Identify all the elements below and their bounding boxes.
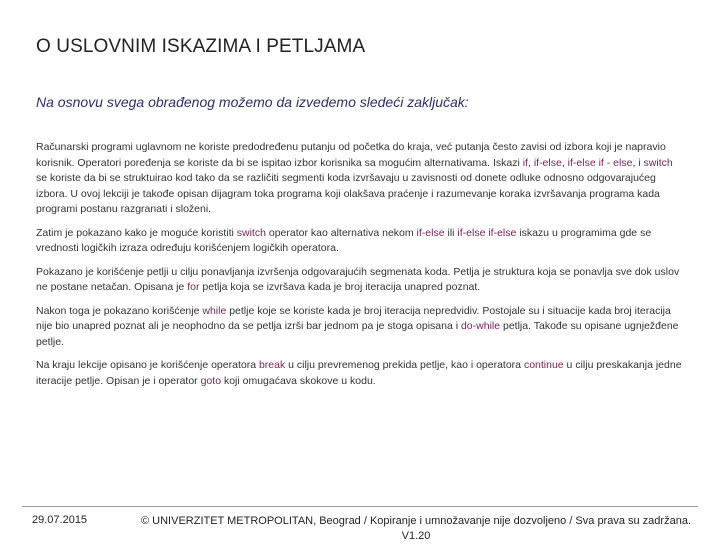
keyword: if-else if - else [567, 156, 633, 169]
paragraph-text: Na kraju lekcije opisano je korišćenje operatora [36, 359, 259, 371]
paragraph-text: Zatim je pokazano kako je moguće koristiti [36, 226, 237, 239]
keyword: if-else [533, 156, 562, 169]
paragraph-text: Pokazano je korišćenje petlji u cilju ponavljanja izvršenja odgovarajućih segmenata koda. Petlja je struktura koja se ponavlja sve dok uslov ne postane netačan. Opisana je [36, 265, 680, 293]
paragraph-text: Računarski programi uglavnom ne koriste predodređenu putanju od početka do kraja, već putanja često zavisi od izbora koji je napravio korisnik. Operatori poređenja se koriste da bi se ispitao izbor korisnika sa mogućim alternativama. Iskazi [36, 141, 666, 169]
paragraph-text: petlja koja se izvršava kada je broj iteracija unapred poznat. [199, 281, 481, 293]
keyword: for [187, 281, 200, 293]
paragraph-text: , i [632, 156, 644, 169]
keyword: switch [236, 226, 266, 239]
paragraph-text: petlja. Takođe su opisane ugnježđene petlje. [36, 320, 679, 348]
slide-subtitle: Na osnovu svega obrađenog možemo da izvedemo sledeći zaključak: [36, 94, 469, 110]
keyword: while [202, 304, 227, 317]
keyword: break [258, 359, 286, 371]
paragraph-text: , [561, 156, 568, 169]
footer-date: 29.07.2015 [32, 514, 88, 526]
slide-body [36, 140, 686, 397]
paragraph-text: Nakon toga je pokazano korišćenje [36, 304, 203, 317]
paragraph-text: koji omugaćava skokove u kodu. [221, 374, 376, 387]
paragraph-text: operator kao alternativa nekom [265, 226, 417, 239]
paragraph-text: ili [444, 226, 458, 239]
footer-divider [22, 506, 698, 507]
slide-title: O USLOVNIM ISKAZIMA I PETLJAMA [36, 36, 366, 57]
paragraph-switch [36, 226, 686, 257]
keyword: goto [200, 374, 222, 387]
keyword: continue [523, 359, 564, 371]
keyword: if [522, 156, 528, 169]
paragraph-text: , [527, 156, 534, 169]
paragraph-text: petlje koje se koriste kada je broj iteracija nepredvidiv. Postojale su i situacije kada broj iteracija nije bio unapred poznat ali je neophodno da se petlja izrši bar jednom pa je stoga opisana i [36, 304, 671, 332]
keyword: if-else [416, 226, 445, 239]
keyword: switch [643, 156, 673, 169]
paragraph-conditionals [36, 140, 686, 218]
keyword: do-while [460, 320, 501, 332]
footer-copyright: © UNIVERZITET METROPOLITAN, Beograd / Kopiranje i umnožavanje nije dozvoljeno / Sva prava su zadržana. V1.20 [141, 515, 691, 542]
paragraph-text: se koriste da bi se struktuirao kod tako da se različiti segmenti koda izvršavaju u zavisnosti od donete odluke odnosno odgovarajućeg izbora. U ovoj lekciji je takođe opisan dijagram toka programa koji olakšava praćenje i razumevanje koraka izvršavanja programa kada programi postanu razgranati i složeni. [36, 172, 660, 215]
paragraph-text: iskazu u programima gde se vrednosti logičkih izraza određuju korišćenjem logičkih operatora. [36, 226, 652, 254]
paragraph-break-continue [36, 358, 686, 389]
paragraph-while-loop [36, 304, 686, 351]
keyword: if-else if-else [457, 226, 517, 239]
slide-footer [0, 486, 720, 540]
paragraph-text: u cilju prevremenog prekida petlje, kao i operatora [285, 359, 524, 371]
paragraph-for-loop [36, 265, 686, 296]
paragraph-text: u cilju preskakanja jedne iteracije petlje. Opisan je i operator [36, 359, 682, 387]
